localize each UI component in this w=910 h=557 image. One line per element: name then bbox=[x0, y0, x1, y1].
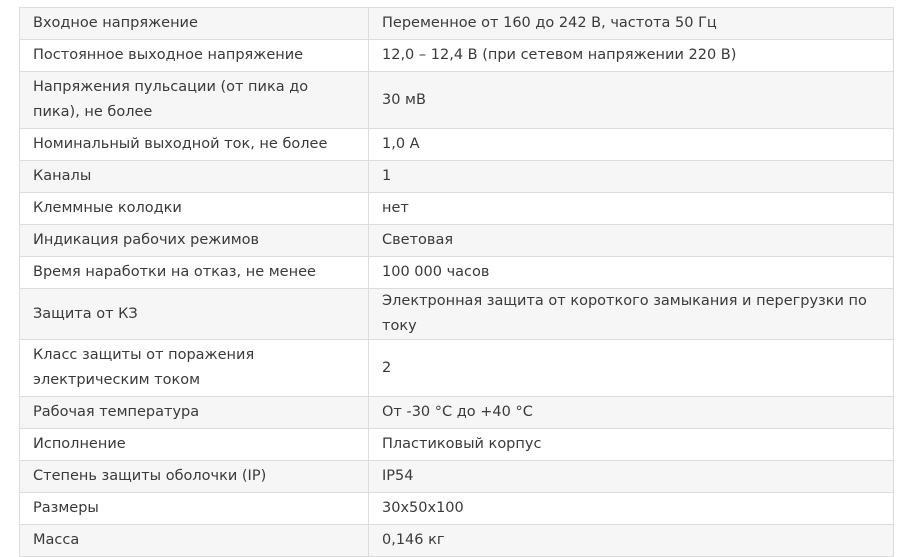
specifications-table bbox=[19, 7, 894, 557]
param-cell: Номинальный выходной ток, не более bbox=[20, 129, 369, 161]
param-cell: Постоянное выходное напряжение bbox=[20, 40, 369, 72]
param-cell: Клеммные колодки bbox=[20, 193, 369, 225]
value-cell: 100 000 часов bbox=[369, 257, 894, 289]
param-cell: Класс защиты от поражения электрическим током bbox=[20, 340, 369, 397]
table-row bbox=[20, 493, 894, 525]
table-row bbox=[20, 72, 894, 129]
value-cell: 30х50х100 bbox=[369, 493, 894, 525]
value-cell: IP54 bbox=[369, 461, 894, 493]
param-cell: Размеры bbox=[20, 493, 369, 525]
param-cell: Каналы bbox=[20, 161, 369, 193]
table-row bbox=[20, 397, 894, 429]
param-cell: Напряжения пульсации (от пика до пика), не более bbox=[20, 72, 369, 129]
param-cell: Защита от КЗ bbox=[20, 289, 369, 340]
table-row bbox=[20, 129, 894, 161]
table-row bbox=[20, 525, 894, 557]
param-cell: Рабочая температура bbox=[20, 397, 369, 429]
param-cell: Входное напряжение bbox=[20, 8, 369, 40]
table-row bbox=[20, 161, 894, 193]
param-cell: Степень защиты оболочки (IP) bbox=[20, 461, 369, 493]
value-cell: 1 bbox=[369, 161, 894, 193]
param-cell: Исполнение bbox=[20, 429, 369, 461]
table-row bbox=[20, 429, 894, 461]
value-cell: 2 bbox=[369, 340, 894, 397]
table-row bbox=[20, 40, 894, 72]
value-cell: нет bbox=[369, 193, 894, 225]
table-row bbox=[20, 193, 894, 225]
value-cell: Световая bbox=[369, 225, 894, 257]
param-cell: Масса bbox=[20, 525, 369, 557]
value-cell: Пластиковый корпус bbox=[369, 429, 894, 461]
table-row bbox=[20, 289, 894, 340]
table-row bbox=[20, 257, 894, 289]
value-cell: 1,0 А bbox=[369, 129, 894, 161]
value-cell: Переменное от 160 до 242 В, частота 50 Гц bbox=[369, 8, 894, 40]
param-cell: Время наработки на отказ, не менее bbox=[20, 257, 369, 289]
param-cell: Индикация рабочих режимов bbox=[20, 225, 369, 257]
value-cell: Электронная защита от короткого замыкания и перегрузки по току bbox=[369, 289, 894, 340]
table-row bbox=[20, 8, 894, 40]
table-row bbox=[20, 225, 894, 257]
value-cell: 0,146 кг bbox=[369, 525, 894, 557]
table-row bbox=[20, 461, 894, 493]
value-cell: 12,0 – 12,4 В (при сетевом напряжении 220 В) bbox=[369, 40, 894, 72]
value-cell: 30 мВ bbox=[369, 72, 894, 129]
table-row bbox=[20, 340, 894, 397]
value-cell: От -30 °С до +40 °С bbox=[369, 397, 894, 429]
